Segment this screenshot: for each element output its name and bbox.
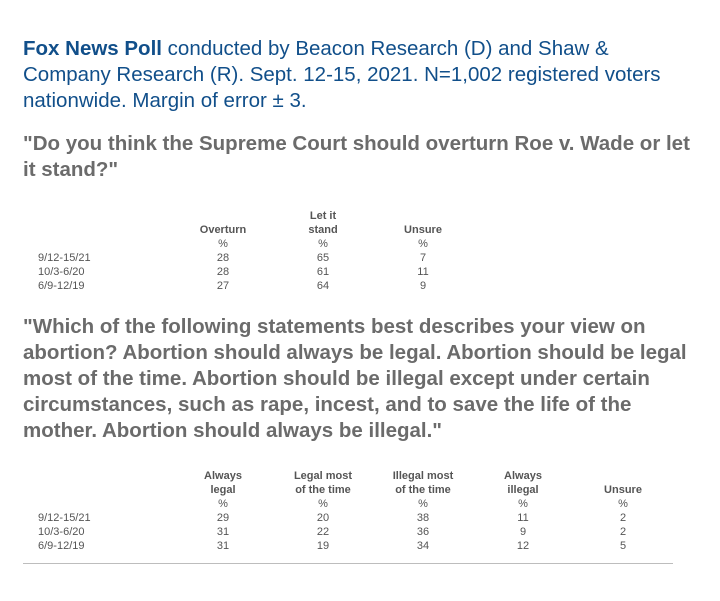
unit-label: % [318, 498, 328, 510]
row-date: 10/3-6/20 [38, 526, 85, 538]
question-abortion-view: "Which of the following statements best describes your view on abortion? Abortion should always be legal. Abortion should be legal most of the time. Abortion should be illegal except under certain circumstances, such as rape, incest, and to save the life of the mother. Abortion should always be illegal." [23, 315, 687, 442]
cell-value: 28 [216, 266, 230, 278]
column-header: Always illegal [504, 470, 542, 496]
column-header: Overturn [199, 224, 247, 236]
column-header: Always legal [204, 470, 242, 496]
row-date: 9/12-15/21 [38, 512, 91, 524]
cell-value: 27 [216, 280, 230, 292]
cell-value: 9 [519, 526, 527, 538]
bottom-divider [23, 563, 673, 564]
cell-value: 2 [619, 526, 627, 538]
cell-value: 28 [216, 252, 230, 264]
cell-value: 20 [316, 512, 330, 524]
unit-label: % [618, 498, 628, 510]
cell-value: 29 [216, 512, 230, 524]
unit-label: % [418, 498, 428, 510]
unit-label: % [218, 238, 228, 250]
cell-value: 64 [316, 280, 330, 292]
unit-label: % [418, 238, 428, 250]
roe-v-wade-results-table [23, 209, 473, 293]
unit-row [23, 237, 473, 251]
unit-label: % [318, 238, 328, 250]
cell-value: 7 [419, 252, 427, 264]
unit-label: % [518, 498, 528, 510]
table-row [23, 539, 673, 553]
unit-label: % [218, 498, 228, 510]
row-date: 6/9-12/19 [38, 540, 85, 552]
cell-value: 36 [416, 526, 430, 538]
cell-value: 9 [419, 280, 427, 292]
cell-value: 11 [517, 512, 529, 524]
cell-value: 2 [619, 512, 627, 524]
abortion-view-results-table [23, 469, 673, 553]
poll-brand: Fox News Poll [23, 37, 162, 60]
table-row [23, 511, 673, 525]
cell-value: 61 [316, 266, 330, 278]
table-row [23, 279, 473, 293]
row-date: 9/12-15/21 [38, 252, 91, 264]
row-date: 10/3-6/20 [38, 266, 85, 278]
column-header: Illegal most of the time [392, 470, 454, 496]
column-header: Legal most of the time [293, 470, 353, 496]
poll-description: conducted by Beacon Research (D) and Shaw & Company Research (R). Sept. 12-15, 2021. N=1,002 registered voters nationwide. Margin of error ± 3. [23, 37, 661, 112]
row-date: 6/9-12/19 [38, 280, 85, 292]
table-row [23, 525, 673, 539]
cell-value: 5 [619, 540, 627, 552]
cell-value: 38 [416, 512, 430, 524]
column-header: Let it stand [308, 210, 338, 236]
question-roe-v-wade: "Do you think the Supreme Court should overturn Roe v. Wade or let it stand?" [23, 132, 690, 181]
cell-value: 19 [316, 540, 330, 552]
cell-value: 12 [516, 540, 530, 552]
column-header: Unsure [604, 484, 642, 496]
table-row [23, 265, 473, 279]
cell-value: 34 [416, 540, 430, 552]
column-header: Unsure [404, 224, 442, 236]
unit-row [23, 497, 673, 511]
cell-value: 31 [216, 540, 230, 552]
cell-value: 31 [216, 526, 230, 538]
table-header-row [23, 209, 473, 237]
table-row [23, 251, 473, 265]
cell-value: 65 [316, 252, 330, 264]
cell-value: 22 [316, 526, 330, 538]
cell-value: 11 [417, 266, 429, 278]
poll-header [23, 36, 683, 114]
table-header-row [23, 469, 673, 497]
